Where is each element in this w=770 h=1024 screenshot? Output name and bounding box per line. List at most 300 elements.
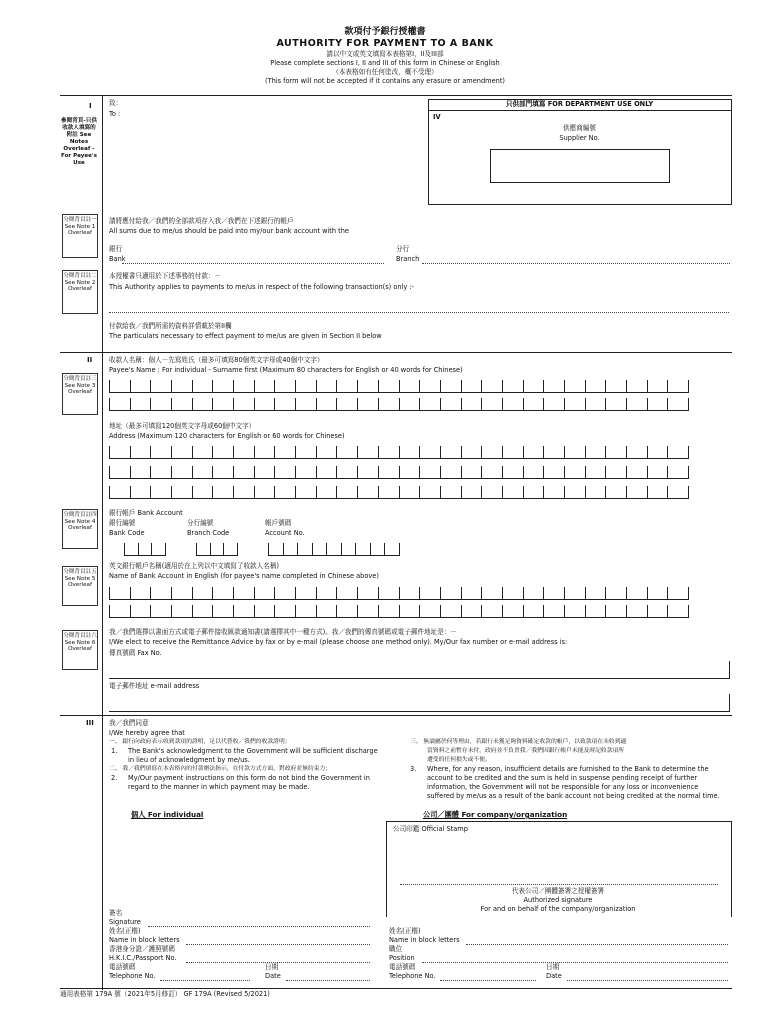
company-date-field[interactable]	[567, 980, 728, 981]
cell-divider	[523, 587, 524, 599]
address-row-3[interactable]	[109, 487, 689, 499]
cell-divider	[688, 446, 689, 458]
cell-divider	[419, 486, 420, 498]
address-chinese: 地址（最多可填寫120個英文字母或60個中文字）	[109, 422, 256, 430]
cell-divider	[336, 587, 337, 599]
cell-divider	[295, 486, 296, 498]
particulars-english: The particulars necessary to effect payment to me/us are given in Section II below	[109, 332, 382, 340]
cell-divider	[378, 398, 379, 410]
cell-divider	[688, 605, 689, 617]
cell-divider	[399, 543, 400, 555]
fax-number-label: 傳真號碼 Fax No.	[109, 649, 162, 657]
cell-divider	[233, 398, 234, 410]
cell-divider	[626, 446, 627, 458]
title-chinese: 款項付予銀行授權書	[344, 27, 426, 37]
cell-divider	[150, 380, 151, 392]
instruction-chinese: 請以中文或英文填寫本表格第I，II及III部	[326, 50, 444, 58]
date-chinese: 日期	[265, 963, 279, 971]
top-rule	[60, 95, 732, 96]
cell-divider	[626, 380, 627, 392]
bank-code-english: Bank Code	[109, 529, 145, 537]
cell-divider	[419, 587, 420, 599]
name-field[interactable]	[186, 944, 370, 945]
cell-divider	[357, 486, 358, 498]
cell-divider	[192, 486, 193, 498]
cell-divider	[378, 587, 379, 599]
cell-divider	[274, 398, 275, 410]
account-name-row-2[interactable]	[109, 606, 689, 618]
cell-divider	[667, 380, 668, 392]
cell-divider	[543, 587, 544, 599]
cell-divider	[585, 605, 586, 617]
cell-divider	[543, 446, 544, 458]
cell-divider	[130, 466, 131, 478]
cell-divider	[378, 486, 379, 498]
cell-divider	[297, 543, 298, 555]
company-telephone-chinese: 電話號碼	[389, 963, 416, 971]
cell-divider	[481, 398, 482, 410]
cell-divider	[357, 380, 358, 392]
cell-divider	[564, 466, 565, 478]
cell-divider	[523, 380, 524, 392]
cell-divider	[440, 398, 441, 410]
cell-divider	[605, 605, 606, 617]
cell-divider	[316, 380, 317, 392]
cell-divider	[165, 543, 166, 555]
cell-divider	[233, 466, 234, 478]
cell-divider	[585, 380, 586, 392]
branch-label-chinese: 分行	[396, 245, 410, 253]
authorized-signature-chinese: 代表公司／團體簽署之授權簽署	[511, 887, 605, 895]
cell-divider	[419, 466, 420, 478]
cell-divider	[316, 605, 317, 617]
cell-divider	[336, 380, 337, 392]
cell-divider	[150, 446, 151, 458]
cell-divider	[502, 587, 503, 599]
account-number-cells[interactable]	[268, 544, 400, 556]
cell-divider	[295, 605, 296, 617]
cell-divider	[481, 605, 482, 617]
cell-divider	[254, 446, 255, 458]
cell-divider	[212, 587, 213, 599]
cell-divider	[667, 486, 668, 498]
cell-divider	[212, 446, 213, 458]
fax-number-field[interactable]	[109, 661, 730, 679]
on-behalf-english: For and on behalf of the company/organization	[480, 905, 636, 913]
cell-divider	[295, 446, 296, 458]
cell-divider	[605, 380, 606, 392]
cell-divider	[667, 466, 668, 478]
cell-divider	[254, 380, 255, 392]
bank-account-label: 銀行帳戶 Bank Account	[109, 509, 183, 517]
cell-divider	[502, 466, 503, 478]
branch-code-cells[interactable]	[196, 544, 238, 556]
cell-divider	[399, 486, 400, 498]
cell-divider	[543, 486, 544, 498]
bank-name-field[interactable]	[122, 263, 384, 264]
branch-code-english: Branch Code	[187, 529, 230, 537]
cell-divider	[312, 543, 313, 555]
address-row-2[interactable]	[109, 467, 689, 479]
cell-divider	[378, 466, 379, 478]
cell-divider	[378, 446, 379, 458]
cell-divider	[419, 380, 420, 392]
cell-divider	[667, 605, 668, 617]
section-divider-vertical	[102, 95, 103, 990]
cell-divider	[237, 543, 238, 555]
form-footer: 通用表格第 179A 號（2021年5月修訂） GF 179A (Revised 5/2021)	[60, 990, 270, 998]
department-use-header: 只供部門填寫 FOR DEPARTMENT USE ONLY	[505, 100, 654, 108]
cell-divider	[647, 605, 648, 617]
cell-divider	[254, 605, 255, 617]
cell-divider	[171, 380, 172, 392]
cell-divider	[667, 587, 668, 599]
cell-divider	[274, 486, 275, 498]
cell-divider	[543, 380, 544, 392]
point-3-chinese-c: 遭受的任何損失或不便。	[427, 757, 491, 763]
point-3-chinese-a: 三、 無論屬於何等理由，若銀行未獲足夠資料確定收款的帳戶，以致款項在未收到適	[410, 739, 627, 745]
cell-divider	[461, 446, 462, 458]
supplier-number-box[interactable]	[490, 149, 670, 183]
cell-divider	[357, 466, 358, 478]
cell-divider	[109, 587, 110, 599]
cell-divider	[667, 446, 668, 458]
cell-divider	[130, 398, 131, 410]
section-3-number: III	[86, 719, 94, 727]
cell-divider	[171, 587, 172, 599]
cell-divider	[523, 398, 524, 410]
cell-divider	[440, 486, 441, 498]
cell-divider	[384, 543, 385, 555]
cell-divider	[109, 466, 110, 478]
supplier-label-chinese: 供應商編號	[563, 124, 596, 132]
cell-divider	[192, 446, 193, 458]
pay-instruction-english: All sums due to me/us should be paid into my/our bank account with the	[109, 227, 349, 235]
note-3-box: 分閱背頁註三 See Note 3 Overleaf	[62, 373, 98, 415]
payee-name-english: Payee's Name : For individual - Surname first (Maximum 80 characters for English or 40 words for Chinese)	[109, 366, 463, 374]
company-date-english: Date	[546, 972, 562, 980]
cell-divider	[192, 605, 193, 617]
cell-divider	[357, 446, 358, 458]
cell-divider	[419, 605, 420, 617]
cell-divider	[212, 486, 213, 498]
warning-english: (This form will not be accepted if it contains any erasure or amendment)	[265, 77, 505, 85]
cell-divider	[688, 398, 689, 410]
point-2-english-a: My/Our payment instructions on this form do not bind the Government in	[128, 774, 370, 782]
cell-divider	[543, 398, 544, 410]
cell-divider	[336, 605, 337, 617]
name-english: Name in block letters	[109, 936, 180, 944]
cell-divider	[585, 486, 586, 498]
hkic-english: H.K.I.C./Passport No.	[109, 954, 177, 962]
cell-divider	[295, 466, 296, 478]
point-2-english-b: regard to the manner in which payment may be made.	[128, 783, 310, 791]
cell-divider	[336, 486, 337, 498]
applies-chinese: 本授權書只適用於下述事務的付款：－	[109, 272, 222, 280]
cell-divider	[626, 486, 627, 498]
hkic-field[interactable]	[186, 962, 370, 963]
cell-divider	[150, 398, 151, 410]
warning-chinese: （本表格如有任何塗改，概不受理）	[332, 68, 438, 76]
note-2-box: 分閱背頁註二 See Note 2 Overleaf	[62, 270, 98, 314]
signature-chinese: 簽名	[109, 909, 123, 917]
authorized-signature-line[interactable]	[400, 884, 718, 885]
account-no-english: Account No.	[265, 529, 305, 537]
cell-divider	[109, 380, 110, 392]
cell-divider	[399, 605, 400, 617]
cell-divider	[254, 398, 255, 410]
to-label-english: To :	[109, 110, 121, 118]
cell-divider	[326, 543, 327, 555]
bank-code-chinese: 銀行編號	[109, 519, 136, 527]
cell-divider	[647, 380, 648, 392]
cell-divider	[481, 587, 482, 599]
cell-divider	[233, 605, 234, 617]
cell-divider	[626, 605, 627, 617]
hkic-chinese: 香港身分證／護照號碼	[109, 945, 175, 953]
point-1-english-a: The Bank's acknowledgment to the Government will be sufficient discharge	[128, 747, 378, 755]
cell-divider	[171, 446, 172, 458]
cell-divider	[274, 380, 275, 392]
cell-divider	[212, 605, 213, 617]
account-name-row-1[interactable]	[109, 588, 689, 600]
cell-divider	[585, 587, 586, 599]
company-heading: 公司／團體 For company/organization	[423, 810, 568, 819]
signature-english: Signature	[109, 918, 141, 926]
cell-divider	[223, 543, 224, 555]
cell-divider	[171, 605, 172, 617]
cell-divider	[192, 587, 193, 599]
point-3-english-c: information, the Government will not be responsible for any loss or inconvenience	[427, 783, 699, 791]
transaction-field[interactable]	[109, 312, 729, 313]
particulars-chinese: 付款給我／我們所需的資料詳情載於第II欄	[109, 322, 232, 330]
cell-divider	[523, 466, 524, 478]
cell-divider	[564, 380, 565, 392]
position-chinese: 職位	[389, 945, 403, 953]
remittance-chinese: 我／我們選擇以書面方式或電子郵件接收匯款通知書(請選擇其中一種方式)。我／我們的傳真號碼或電子郵件地址是：－	[109, 628, 458, 636]
cell-divider	[316, 587, 317, 599]
telephone-field[interactable]	[160, 980, 250, 981]
cell-divider	[564, 587, 565, 599]
cell-divider	[605, 446, 606, 458]
cell-divider	[233, 587, 234, 599]
cell-divider	[274, 605, 275, 617]
cell-divider	[688, 587, 689, 599]
cell-divider	[667, 398, 668, 410]
cell-divider	[399, 587, 400, 599]
cell-divider	[647, 587, 648, 599]
cell-divider	[192, 380, 193, 392]
cell-divider	[564, 486, 565, 498]
point-3-number: 3.	[410, 765, 417, 773]
company-telephone-english: Telephone No.	[389, 972, 436, 980]
cell-divider	[138, 543, 139, 555]
authorized-signature-english: Authorized signature	[523, 896, 593, 904]
cell-divider	[399, 380, 400, 392]
cell-divider	[130, 446, 131, 458]
point-2-number: 2.	[111, 774, 118, 782]
cell-divider	[196, 543, 197, 555]
cell-divider	[523, 605, 524, 617]
cell-divider	[585, 446, 586, 458]
cell-divider	[336, 398, 337, 410]
cell-divider	[481, 380, 482, 392]
cell-divider	[481, 486, 482, 498]
cell-divider	[440, 587, 441, 599]
account-no-chinese: 帳戶號碼	[265, 519, 292, 527]
cell-divider	[171, 398, 172, 410]
cell-divider	[233, 446, 234, 458]
note-4-box: 分閱背頁註四 See Note 4 Overleaf	[62, 509, 98, 549]
cell-divider	[130, 486, 131, 498]
cell-divider	[481, 446, 482, 458]
cell-divider	[378, 605, 379, 617]
cell-divider	[370, 543, 371, 555]
cell-divider	[150, 605, 151, 617]
date-english: Date	[265, 972, 281, 980]
cell-divider	[355, 543, 356, 555]
cell-divider	[461, 587, 462, 599]
cell-divider	[502, 446, 503, 458]
cell-divider	[378, 380, 379, 392]
bottom-rule	[60, 988, 732, 989]
cell-divider	[336, 446, 337, 458]
cell-divider	[151, 543, 152, 555]
payee-side-note: 參閱背頁-只供收款人填寫的附註 See Notes Overleaf - For Payee's Use	[61, 118, 97, 166]
individual-heading: 個人 For individual	[131, 810, 204, 819]
email-address-label: 電子郵件地址 e-mail address	[109, 682, 200, 690]
cell-divider	[647, 466, 648, 478]
cell-divider	[688, 486, 689, 498]
section-1-number: I	[89, 102, 92, 110]
pay-instruction-chinese: 請將應付給我／我們的全部款項存入我／我們在下述銀行的帳戶	[109, 217, 294, 225]
official-stamp-label: 公司印鑑 Official Stamp	[393, 825, 468, 833]
address-english: Address (Maximum 120 characters for English or 60 words for Chinese)	[109, 432, 345, 440]
signature-field[interactable]	[148, 926, 370, 927]
bank-label-english: Bank	[109, 255, 126, 263]
cell-divider	[440, 605, 441, 617]
account-name-chinese: 英文銀行帳戶名稱(適用於在上列以中文填寫了收款人名稱)	[109, 562, 279, 570]
agree-chinese: 我／我們同意	[109, 719, 149, 727]
cell-divider	[564, 605, 565, 617]
bank-label-chinese: 銀行	[109, 245, 123, 253]
to-label-chinese: 致：	[109, 99, 123, 107]
company-name-field[interactable]	[466, 944, 728, 945]
cell-divider	[399, 466, 400, 478]
bank-code-cells[interactable]	[124, 544, 166, 556]
section-4-number: IV	[433, 113, 441, 121]
cell-divider	[254, 486, 255, 498]
cell-divider	[502, 380, 503, 392]
cell-divider	[605, 398, 606, 410]
date-field[interactable]	[286, 980, 370, 981]
cell-divider	[212, 380, 213, 392]
company-date-chinese: 日期	[546, 963, 560, 971]
cell-divider	[295, 587, 296, 599]
cell-divider	[254, 587, 255, 599]
cell-divider	[502, 605, 503, 617]
payee-name-row-2[interactable]	[109, 399, 689, 411]
cell-divider	[341, 543, 342, 555]
cell-divider	[109, 486, 110, 498]
cell-divider	[336, 466, 337, 478]
cell-divider	[192, 466, 193, 478]
cell-divider	[564, 446, 565, 458]
cell-divider	[461, 605, 462, 617]
point-1-english-b: in lieu of acknowledgment by me/us.	[128, 756, 250, 764]
cell-divider	[523, 446, 524, 458]
cell-divider	[564, 398, 565, 410]
cell-divider	[543, 605, 544, 617]
email-address-field[interactable]	[109, 694, 730, 712]
name-chinese: 姓名(正楷)	[109, 927, 141, 935]
cell-divider	[274, 587, 275, 599]
cell-divider	[316, 446, 317, 458]
cell-divider	[440, 446, 441, 458]
cell-divider	[316, 398, 317, 410]
rule-section2	[60, 352, 732, 353]
cell-divider	[233, 486, 234, 498]
cell-divider	[647, 446, 648, 458]
company-telephone-field[interactable]	[440, 980, 536, 981]
note-6-box: 分閱背頁註六 See Note 6 Overleaf	[62, 630, 98, 670]
cell-divider	[124, 543, 125, 555]
rule-section3	[60, 715, 732, 716]
cell-divider	[357, 398, 358, 410]
address-row-1[interactable]	[109, 447, 689, 459]
note-1-box: 分閱背頁註一 See Note 1 Overleaf	[62, 214, 98, 258]
position-english: Position	[389, 954, 415, 962]
payee-name-row-1[interactable]	[109, 381, 689, 393]
company-name-english: Name in block letters	[389, 936, 460, 944]
cell-divider	[626, 466, 627, 478]
cell-divider	[268, 543, 269, 555]
cell-divider	[109, 605, 110, 617]
cell-divider	[254, 466, 255, 478]
cell-divider	[109, 446, 110, 458]
branch-label-english: Branch	[396, 255, 420, 263]
cell-divider	[192, 398, 193, 410]
cell-divider	[274, 446, 275, 458]
department-header-rule	[428, 110, 731, 111]
branch-name-field[interactable]	[422, 263, 730, 264]
point-3-english-d: suffered by me/us as a result of the bank account not being credited at the normal time.	[427, 792, 720, 800]
point-1-chinese: 一、 銀行向政府表示收到款項的證明，足以代替收／我們的收款證明；	[109, 739, 291, 745]
point-2-chinese: 二、 我／我們填寫在本表格內的付款辦法指示，在付款方式方面，對政府並無約束力；	[109, 766, 332, 772]
cell-divider	[688, 466, 689, 478]
instruction-english: Please complete sections I, II and III of this form in Chinese or English	[270, 59, 500, 67]
payee-name-chinese: 收款人名稱：個人－先寫姓氏（最多可填寫80個英文字母或40個中文字）	[109, 356, 324, 364]
point-3-english-a: Where, for any reason, insufficient details are furnished to the Bank to determine the	[427, 765, 709, 773]
note-5-box: 分閱背頁註五 See Note 5 Overleaf	[62, 566, 98, 606]
cell-divider	[130, 605, 131, 617]
cell-divider	[605, 466, 606, 478]
cell-divider	[399, 398, 400, 410]
agree-english: I/We hereby agree that	[109, 729, 185, 737]
cell-divider	[461, 380, 462, 392]
cell-divider	[357, 587, 358, 599]
cell-divider	[233, 380, 234, 392]
cell-divider	[585, 398, 586, 410]
cell-divider	[647, 398, 648, 410]
cell-divider	[523, 486, 524, 498]
cell-divider	[419, 446, 420, 458]
position-field[interactable]	[422, 962, 728, 963]
cell-divider	[283, 543, 284, 555]
account-name-english: Name of Bank Account in English (for payee's name completed in Chinese above)	[109, 572, 379, 580]
cell-divider	[481, 466, 482, 478]
cell-divider	[295, 380, 296, 392]
